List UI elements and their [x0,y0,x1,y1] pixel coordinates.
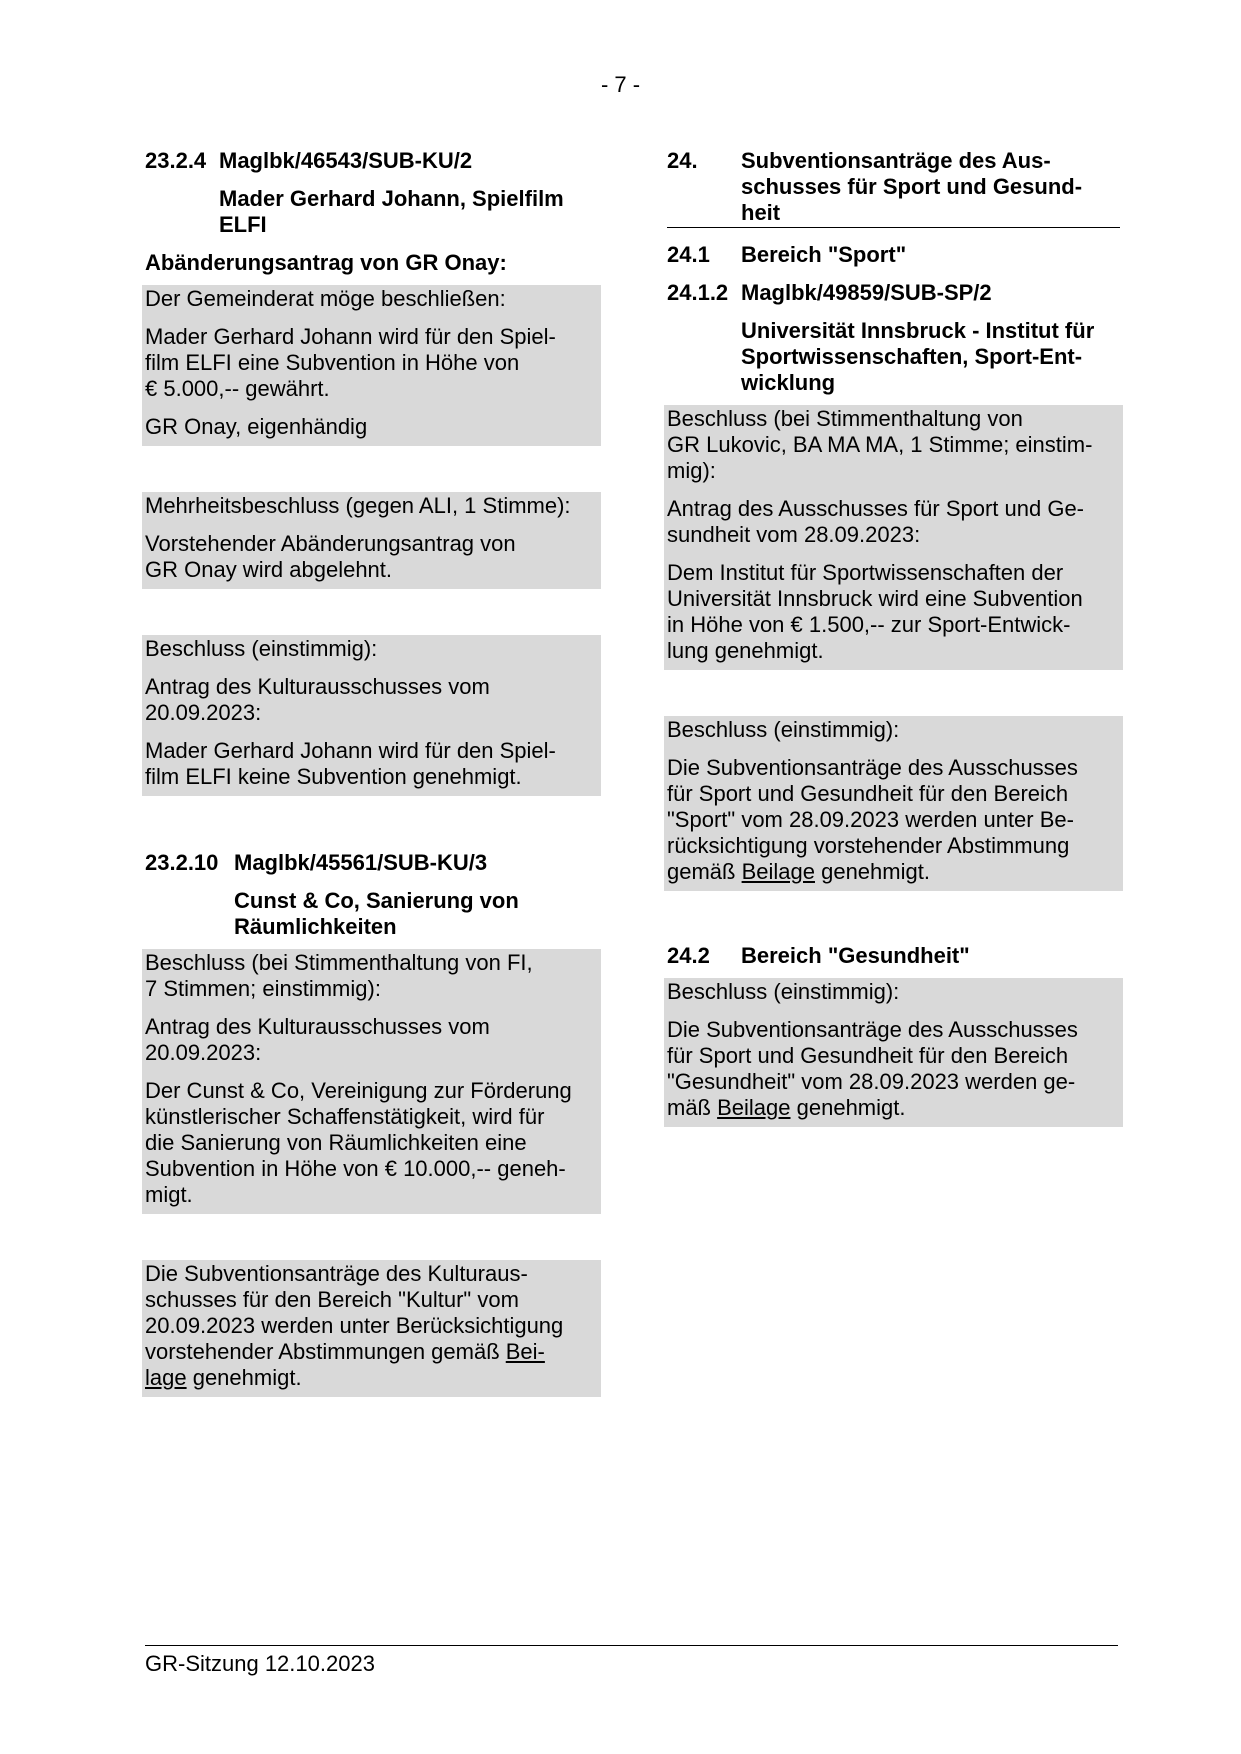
section-heading-24-1 [667,242,1120,268]
section-reference: Maglbk/46543/SUB-KU/2 [219,148,473,173]
paragraph: GR Onay, eigenhändig [145,414,368,439]
section-heading-23-2-4 [145,148,598,174]
section-title [741,318,1120,396]
summary-box-kultur [142,1260,601,1397]
paragraph: Mader Gerhard Johann wird für den Spiel- film ELFI keine Subvention genehmigt. [145,738,556,789]
footer-divider [145,1645,1118,1646]
left-column [145,148,598,1397]
title-line: Mader Gerhard Johann, Spielfilm [219,186,564,211]
title-line: wicklung [741,370,836,395]
section-number: 23.2.4 [145,148,207,173]
paragraph: Beschluss (einstimmig): [667,717,900,742]
right-column [667,148,1120,1127]
paragraph: Die Subventionsanträge des Ausschusses für Sport und Gesundheit für den Bereich "Sport" vom 28.09.2023 werden unter Be- rücksichtigung vorstehender Abstimmung gemäß Beilage genehmigt. [667,755,1078,884]
title-line: Sportwissenschaften, Sport-Ent- [741,344,1083,369]
title-line: Räumlichkeiten [234,914,397,939]
page-number: - 7 - [600,72,641,97]
resolution-box-unanimous [142,635,601,796]
section-number: 24.1 [667,242,710,267]
paragraph: Beschluss (bei Stimmenthaltung von GR Lukovic, BA MA MA, 1 Stimme; einstim- mig): [667,406,1093,483]
section-title [219,186,598,238]
footer-text: GR-Sitzung 12.10.2023 [145,1651,375,1676]
paragraph: Beschluss (bei Stimmenthaltung von FI, 7 Stimmen; einstimmig): [145,950,533,1001]
section-title [234,888,598,940]
beilage-link[interactable]: Bei- [505,1339,545,1364]
summary-box-gesundheit [664,978,1123,1127]
section-title: Bereich "Gesundheit" [741,943,970,968]
paragraph: Mehrheitsbeschluss (gegen ALI, 1 Stimme): [145,493,571,518]
section-heading-23-2-10 [145,850,598,876]
resolution-box-cunst [142,949,601,1214]
beilage-link[interactable]: Beilage [717,1095,791,1120]
resolution-box-majority [142,492,601,589]
paragraph: Die Subventionsanträge des Ausschusses für Sport und Gesundheit für den Bereich "Gesundheit" vom 28.09.2023 werden ge- mäß Beilage genehmigt. [667,1017,1078,1120]
amendment-heading: Abänderungsantrag von GR Onay: [145,250,507,275]
paragraph: Mader Gerhard Johann wird für den Spiel- film ELFI eine Subvention in Höhe von € 5.000,-- gewährt. [145,324,556,401]
paragraph: Beschluss (einstimmig): [145,636,378,661]
section-number: 23.2.10 [145,850,219,875]
section-number: 24.2 [667,943,710,968]
section-heading-24-1-2 [667,280,1120,306]
section-reference: Maglbk/49859/SUB-SP/2 [741,280,992,305]
amendment-box [142,285,601,446]
paragraph: Beschluss (einstimmig): [667,979,900,1004]
section-heading-24 [667,148,1120,228]
title-line: ELFI [219,212,267,237]
section-number: 24. [667,148,698,173]
title-line: Cunst & Co, Sanierung von [234,888,519,913]
resolution-box-sport [664,405,1123,670]
section-number: 24.1.2 [667,280,729,305]
beilage-link[interactable]: Beilage [741,859,815,884]
section-title: Bereich "Sport" [741,242,907,267]
paragraph: Dem Institut für Sportwissenschaften der Universität Innsbruck wird eine Subvention in Höhe von € 1.500,-- zur Sport-Entwick- lung genehmigt. [667,560,1083,663]
title-line: Universität Innsbruck - Institut für [741,318,1095,343]
paragraph: Vorstehender Abänderungsantrag von GR Onay wird abgelehnt. [145,531,516,582]
paragraph: Antrag des Ausschusses für Sport und Ge- sundheit vom 28.09.2023: [667,496,1085,547]
paragraph: Antrag des Kulturausschusses vom 20.09.2023: [145,1014,490,1065]
beilage-link[interactable]: lage [145,1365,187,1390]
paragraph: Der Gemeinderat möge beschließen: [145,286,506,311]
summary-box-sport [664,716,1123,891]
paragraph: Die Subventionsanträge des Kulturaus- schusses für den Bereich "Kultur" vom 20.09.2023 werden unter Berücksichtigung vorstehender Abstimmungen gemäß Bei- lage genehmigt. [145,1261,564,1390]
section-title: Subventionsanträge des Aus- schusses für Sport und Gesund- heit [741,148,1083,225]
section-heading-24-2 [667,943,1120,969]
paragraph: Antrag des Kulturausschusses vom 20.09.2023: [145,674,490,725]
section-reference: Maglbk/45561/SUB-KU/3 [234,850,488,875]
paragraph: Der Cunst & Co, Vereinigung zur Förderung künstlerischer Schaffenstätigkeit, wird für die Sanierung von Räumlichkeiten eine Subvention in Höhe von € 10.000,-- geneh- migt. [145,1078,572,1207]
